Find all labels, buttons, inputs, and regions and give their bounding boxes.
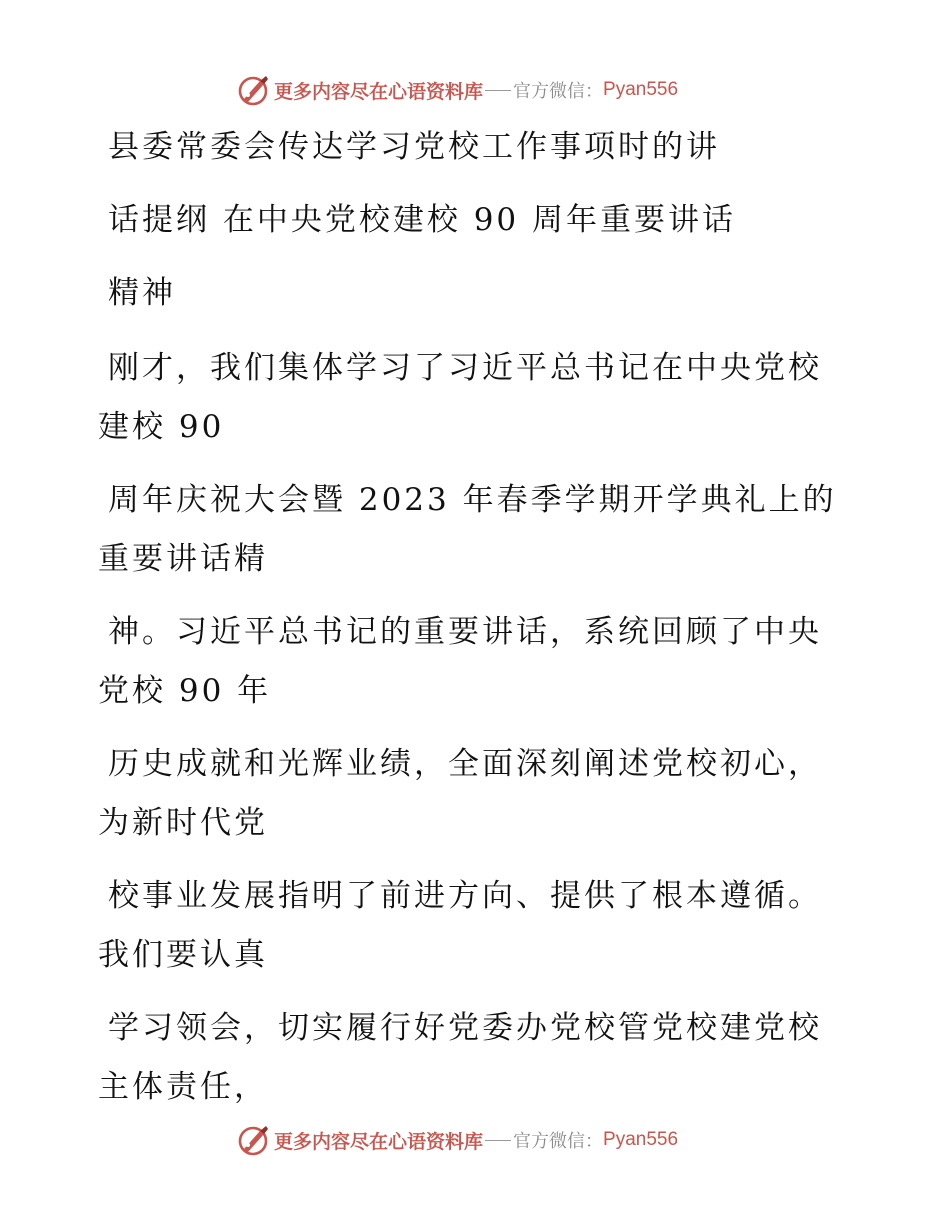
watermark-wechat-label: 官方微信： (513, 81, 604, 102)
watermark-dash (485, 1140, 511, 1141)
body-line: 我们要认真 (98, 937, 268, 973)
body-line: 重要讲话精 (98, 541, 268, 577)
body-line: 为新时代党 (98, 805, 268, 841)
body-line: 学习领会，切实履行好党委办党校管党校建党校 (108, 1010, 822, 1046)
body-line: 校事业发展指明了前进方向、提供了根本遵循。 (108, 878, 822, 914)
pen-logo-icon (236, 1123, 270, 1157)
body-line: 历史成就和光辉业绩，全面深刻阐述党校初心， (108, 746, 822, 782)
title-line-3: 精神 (108, 275, 176, 311)
watermark-dash (485, 90, 511, 91)
watermark-brand-text: 更多内容尽在心语资料库 (274, 80, 484, 103)
watermark-brand-text: 更多内容尽在心语资料库 (274, 1130, 484, 1153)
body-line: 主体责任， (98, 1069, 268, 1105)
footer-watermark (236, 1122, 678, 1158)
watermark-account: Pyan556 (603, 79, 679, 100)
watermark-wechat-label: 官方微信： (513, 1131, 604, 1152)
title-line-2: 话提纲 在中央党校建校 90 周年重要讲话 (108, 202, 737, 238)
body-line: 刚才，我们集体学习了习近平总书记在中央党校 (108, 350, 822, 386)
body-line: 党校 90 年 (98, 673, 272, 709)
header-watermark (236, 72, 678, 108)
body-line: 周年庆祝大会暨 2023 年春季学期开学典礼上的 (108, 482, 837, 518)
body-line: 神。习近平总书记的重要讲话，系统回顾了中央 (108, 614, 822, 650)
body-line: 建校 90 (98, 409, 225, 445)
title-line-1: 县委常委会传达学习党校工作事项时的讲 (108, 129, 720, 165)
watermark-account: Pyan556 (603, 1129, 679, 1150)
pen-logo-icon (236, 73, 270, 107)
